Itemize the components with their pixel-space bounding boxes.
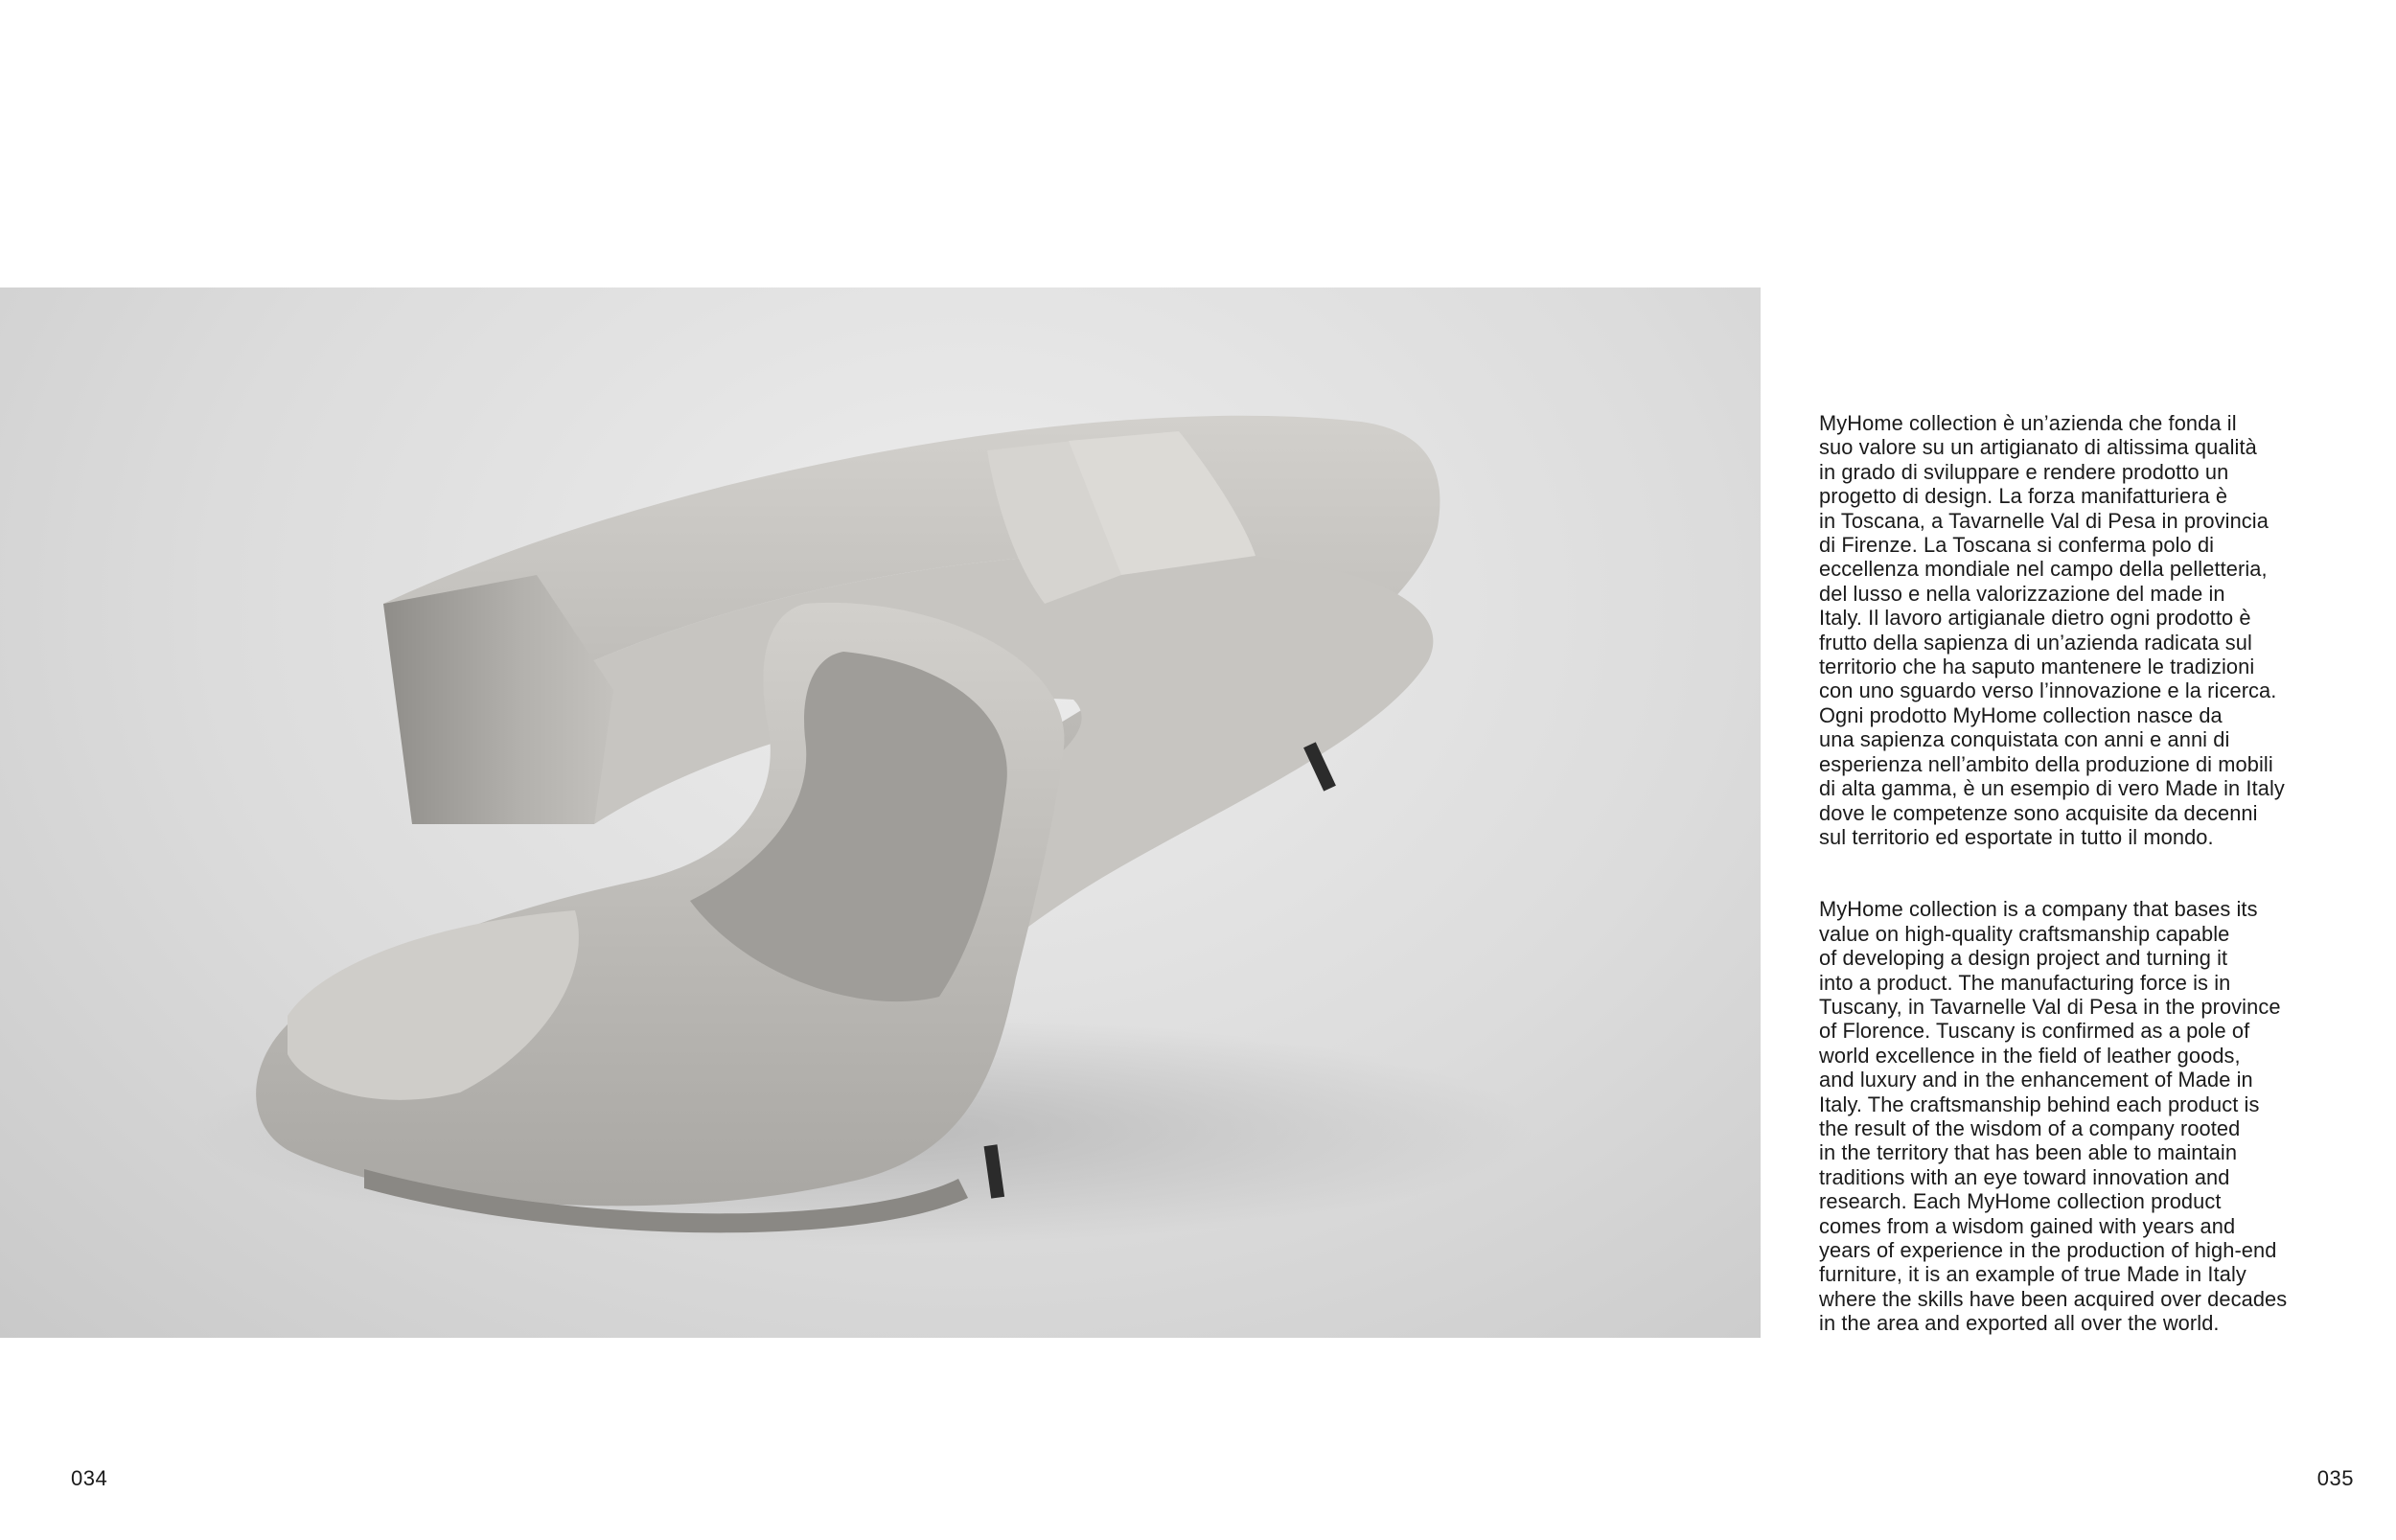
english-paragraph: MyHome collection is a company that bases its value on high-quality craftsmanship capable of developing a design project and turning it into a product. The manufacturing force is in Tuscany, in Tavarnelle Val di Pesa in the province of Florence. Tuscany is confirmed as a pole of world excellence in the field of leather goods, and luxury and in the enhancement of Made in Italy. The craftsmanship behind each product is the result of the wisdom of a company rooted in the territory that has been able to maintain traditions with an eye toward innovation and research. Each MyHome collection product comes from a wisdom gained with years and years of experience in the production of high-end furniture, it is an example of true Made in Italy where the skills have been acquired over decades in the area and exported all over the world.	[1819, 897, 2288, 1336]
sofa-photo	[0, 287, 1761, 1338]
sofa-illustration	[0, 287, 1761, 1338]
page-number-left: 034	[71, 1466, 108, 1490]
italian-paragraph: MyHome collection è un’azienda che fonda il suo valore su un artigianato di altissima qualità in grado di sviluppare e rendere prodotto un progetto di design. La forza manifatturiera è in Toscana, a Tavarnelle Val di Pesa in provincia di Firenze. La Toscana si conferma polo di eccellenza mondiale nel campo della pelletteria, del lusso e nella valorizzazione del made in Italy. Il lavoro artigianale dietro ogni prodotto è frutto della sapienza di un’azienda radicata sul territorio che ha saputo mantenere le tradizioni con uno sguardo verso l’innovazione e la ricerca. Ogni prodotto MyHome collection nasce da una sapienza conquistata con anni e anni di esperienza nell’ambito della produzione di mobili di alta gamma, è un esempio di vero Made in Italy dove le competenze sono acquisite da decenni sul territorio ed esportate in tutto il mondo.	[1819, 411, 2285, 849]
text-column	[1819, 411, 2365, 1336]
page-number-right: 035	[2316, 1466, 2354, 1490]
